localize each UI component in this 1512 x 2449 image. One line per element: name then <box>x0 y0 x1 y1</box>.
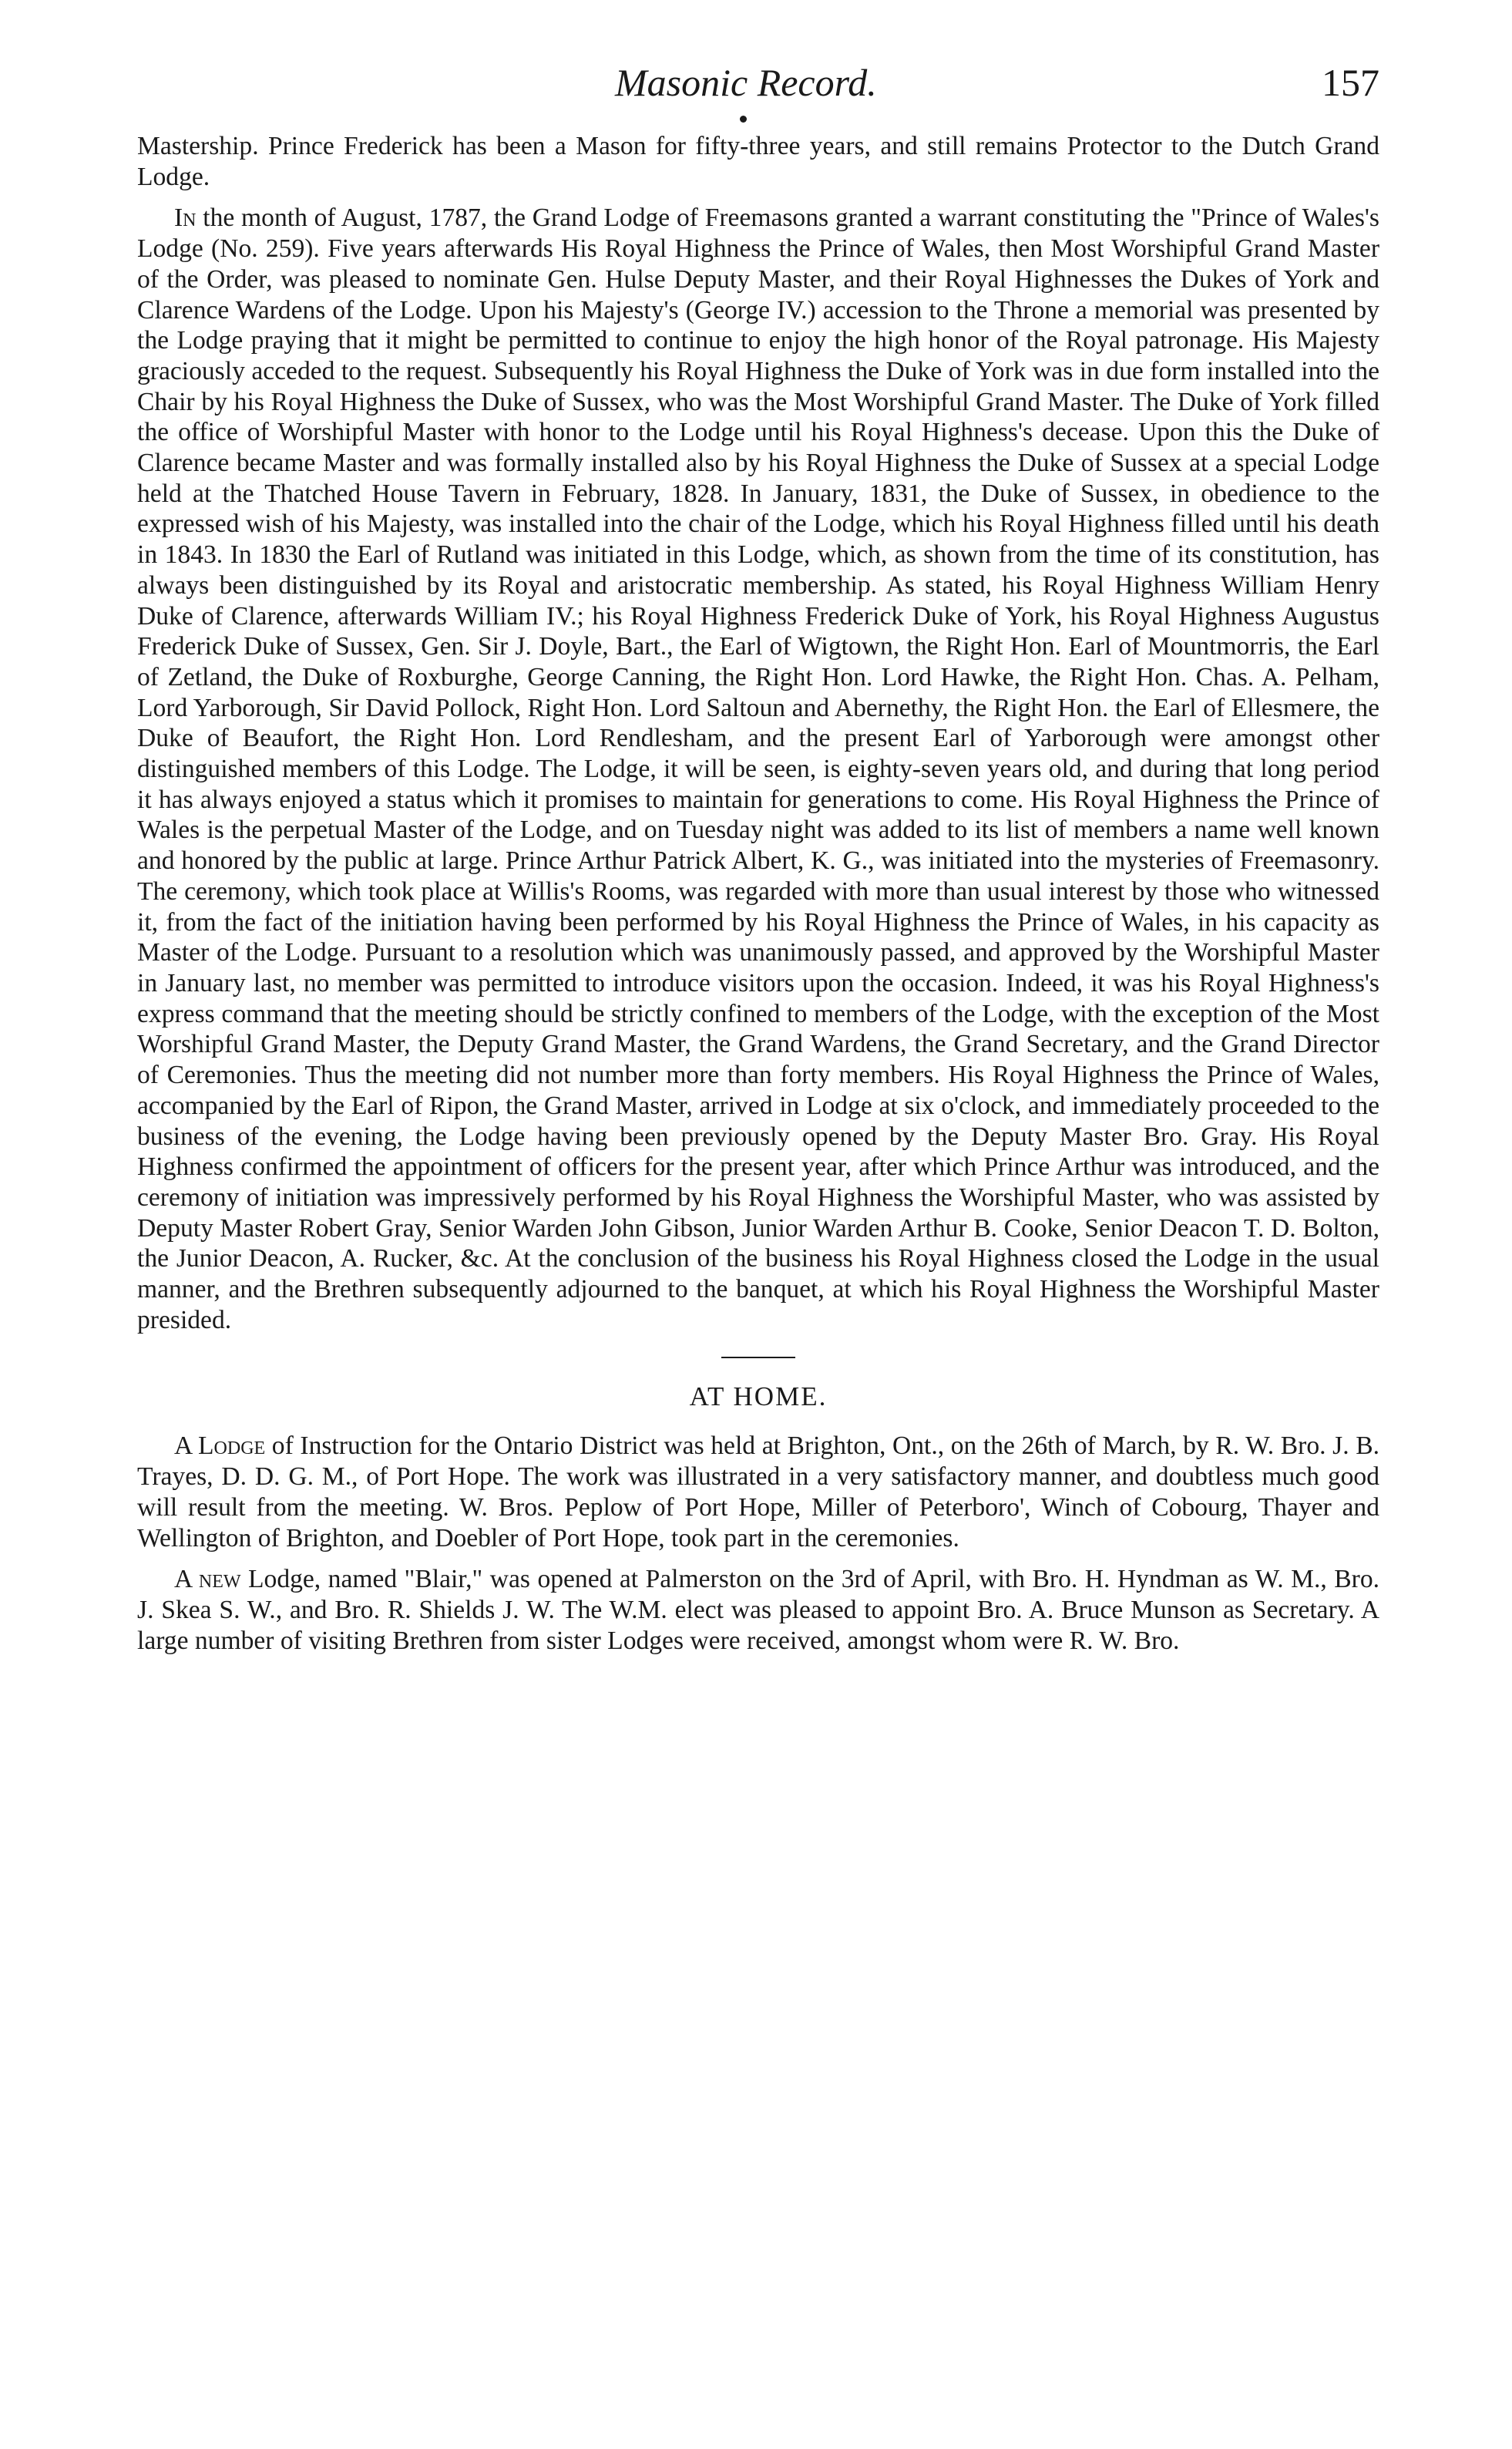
paragraph-text: Lodge, named "Blair," was opened at Palmerston on the 3rd of April, with Bro. H. Hyndman as W. M., Bro. J. Skea S. W., and Bro. R. Shields J. W. The W.M. elect was pleased to appoint Bro. A. Bruce Munson as Secretary. A large number of visiting Brethren from sister Lodges were received, amongst whom were R. W. Bro. <box>137 1565 1379 1655</box>
paragraph-text: Mastership. Prince Frederick has been a Mason for fifty-three years, and still remains Protector to the Dutch Grand Lodge. <box>137 132 1379 191</box>
article-body <box>137 131 1379 1656</box>
page-header <box>137 0 1379 131</box>
paragraph-text: of Instruction for the Ontario District was held at Brighton, Ont., on the 26th of March, by R. W. Bro. J. B. Trayes, D. D. G. M., of Port Hope. The work was illustrated in a very satisfactory manner, and doubtless much good will result from the meeting. W. Bros. Peplow of Port Hope, Miller of Peterboro', Winch of Cobourg, Thayer and Wellington of Brighton, and Doebler of Port Hope, took part in the ceremonies. <box>137 1431 1379 1552</box>
paragraph <box>137 1564 1379 1656</box>
paragraph-lead: A Lodge <box>174 1431 266 1461</box>
paragraph-text: the month of August, 1787, the Grand Lodge of Freemasons granted a warrant constituting the "Prince of Wales's Lodge (No. 259). Five years afterwards His Royal Highness the Prince of Wales, then Most Worshipful Grand Master of the Order, was pleased to nominate Gen. Hulse Deputy Master, and their Royal Highnesses the Dukes of York and Clarence Wardens of the Lodge. Upon his Majesty's (George IV.) accession to the Throne a memorial was presented by the Lodge praying that it might be permitted to continue to enjoy the high honor of the Royal patronage. His Majesty graciously acceded to the request. Subsequently his Royal Highness the Duke of York was in due form installed into the Chair by his Royal Highness the Duke of Sussex, who was the Most Worshipful Grand Master. The Duke of York filled the office of Worshipful Master with honor to the Lodge until his Royal Highness's decease. Upon this the Duke of Clarence became Master and was formally installed also by his Royal Highness the Duke of Sussex at a special Lodge held at the Thatched House Tavern in February, 1828. In January, 1831, the Duke of Sussex, in obedience to the expressed wish of his Majesty, was installed into the chair of the Lodge, which his Royal Highness filled until his death in 1843. In 1830 the Earl of Rutland was initiated in this Lodge, which, as shown from the time of its constitution, has always been distinguished by its Royal and aristocratic membership. As stated, his Royal Highness William Henry Duke of Clarence, afterwards William IV.; his Royal Highness Frederick Duke of York, his Royal Highness Augustus Frederick Duke of Sussex, Gen. Sir J. Doyle, Bart., the Earl of Wigtown, the Right Hon. Earl of Mountmorris, the Earl of Zetland, the Duke of Roxburghe, George Canning, the Right Hon. Lord Hawke, the Right Hon. Chas. A. Pelham, Lord Yarborough, Sir David Pollock, Right Hon. Lord Saltoun and Abernethy, the Right Hon. the Earl of Ellesmere, the Duke of Beaufort, the Right Hon. Lord Rendlesham, and the present Earl of Yarborough were amongst other distinguished members of this Lodge. The Lodge, it will be seen, is eighty-seven years old, and during that long period it has always enjoyed a status which it promises to maintain for generations to come. His Royal Highness the Prince of Wales is the perpetual Master of the Lodge, and on Tuesday night was added to its list of members a name well known and honored by the public at large. Prince Arthur Patrick Albert, K. G., was initiated into the mysteries of Freemasonry. The ceremony, which took place at Willis's Rooms, was regarded with more than usual interest by those who witnessed it, from the fact of the initiation having been performed by his Royal Highness the Prince of Wales, in his capacity as Master of the Lodge. Pursuant to a resolution which was unanimously passed, and approved by the Worshipful Master in January last, no member was permitted to introduce visitors upon the occasion. Indeed, it was his Royal Highness's express command that the meeting should be strictly confined to members of the Lodge, with the exception of the Most Worshipful Grand Master, the Deputy Grand Master, the Grand Wardens, the Grand Secretary, and the Grand Director of Ceremonies. Thus the meeting did not number more than forty members. His Royal Highness the Prince of Wales, accompanied by the Earl of Ripon, the Grand Master, arrived in Lodge at six o'clock, and immediately proceeded to the business of the evening, the Lodge having been previously opened by the Deputy Master Bro. Gray. His Royal Highness confirmed the appointment of officers for the present year, after which Prince Arthur was introduced, and the ceremony of initiation was impressively performed by his Royal Highness the Worshipful Master, who was assisted by Deputy Master Robert Gray, Senior Warden John Gibson, Junior Warden Arthur B. Cooke, Senior Deacon T. D. Bolton, the Junior Deacon, A. Rucker, &c. At the conclusion of the business his Royal Highness closed the Lodge in the usual manner, and the Brethren subsequently adjourned to the banquet, at which his Royal Highness the Worshipful Master presided. <box>137 204 1379 1334</box>
running-title: Masonic Record. <box>615 61 877 104</box>
paragraph-lead: A new <box>174 1565 241 1594</box>
ornament-dot <box>740 116 747 123</box>
paragraph <box>137 203 1379 1335</box>
paragraph <box>137 1431 1379 1553</box>
page <box>137 0 1379 1656</box>
paragraph-lead: In <box>174 204 197 233</box>
section-heading: AT HOME. <box>689 1381 828 1412</box>
paragraph <box>137 131 1379 192</box>
section-divider <box>721 1357 795 1358</box>
page-number: 157 <box>1322 61 1379 104</box>
